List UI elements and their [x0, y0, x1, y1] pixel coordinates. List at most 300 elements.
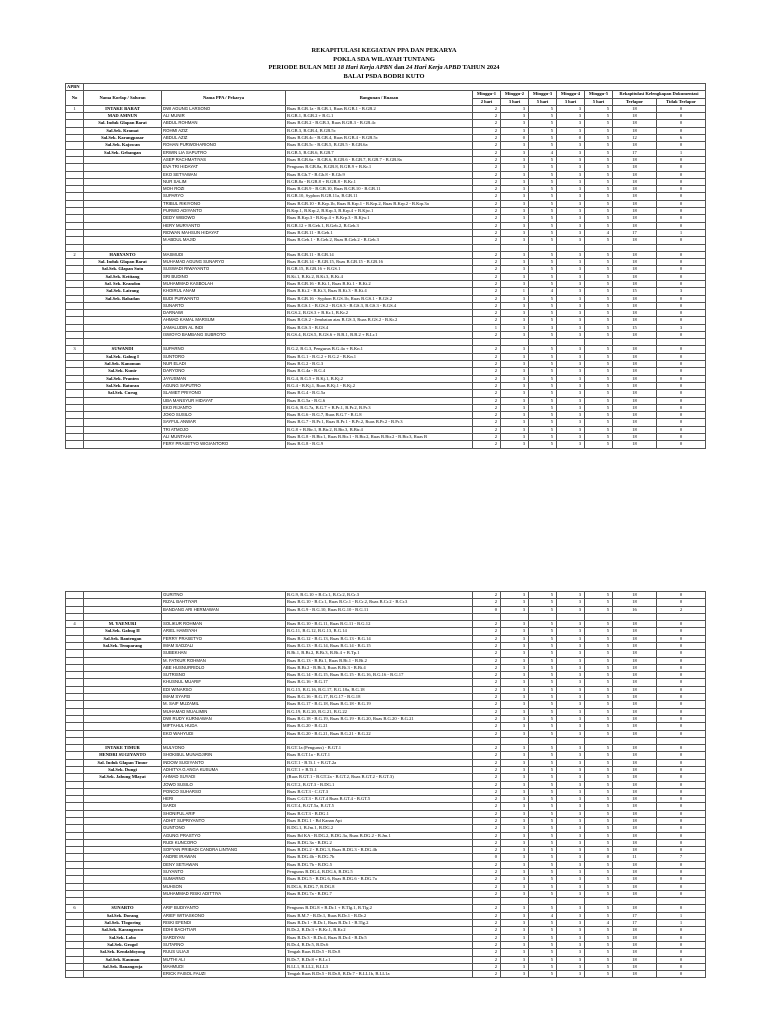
- ruas-cell: Ruas B.G.13 - B.G.14, Ruas B.G.14 - B.G.15: [286, 642, 473, 649]
- week-4-cell: 3: [557, 759, 585, 766]
- week-3-cell: 5: [529, 817, 557, 824]
- terlapor-cell: 18: [613, 390, 657, 397]
- title-line-1: REKAPITULASI KEGIATAN PPA DAN PEKARYA: [311, 47, 457, 54]
- week-5-cell: 5: [585, 781, 613, 788]
- week-5-cell: 5: [585, 650, 613, 657]
- ppa-name-cell: MUHAMMAD KASBOLAH: [162, 280, 286, 287]
- week-5-cell: 5: [585, 621, 613, 628]
- row-number: [66, 142, 84, 149]
- week-2-cell: 3: [501, 273, 529, 280]
- table-row: [66, 280, 706, 287]
- tidak-terlapor-cell: 0: [657, 817, 706, 824]
- week-4-cell: 3: [557, 715, 585, 722]
- tidak-terlapor-cell: 0: [657, 317, 706, 324]
- terlapor-cell: 17: [613, 229, 657, 236]
- week-3-cell: 5: [529, 621, 557, 628]
- spacer-cell: [84, 737, 162, 744]
- ppa-name-cell: SRI BUDINO: [162, 273, 286, 280]
- week-2-cell: 3: [501, 803, 529, 810]
- terlapor-cell: 18: [613, 222, 657, 229]
- ppa-name-cell: HERI: [162, 796, 286, 803]
- week-3-cell: 5: [529, 441, 557, 448]
- week-1-cell: 2: [473, 621, 501, 628]
- ppa-name-cell: NUR ELADI: [162, 361, 286, 368]
- week-3-cell: 5: [529, 715, 557, 722]
- table-row: [66, 434, 706, 441]
- week-1-cell: 2: [473, 113, 501, 120]
- terlapor-cell: 18: [613, 259, 657, 266]
- week-3-cell: 5: [529, 390, 557, 397]
- week-4-cell: 3: [557, 331, 585, 338]
- tidak-terlapor-cell: 0: [657, 883, 706, 890]
- korlap-cell: Sal.Sek. Dungi: [84, 766, 162, 773]
- tidak-terlapor-cell: 0: [657, 280, 706, 287]
- korlap-cell: [84, 890, 162, 897]
- ppa-name-cell: DARNAWI: [162, 310, 286, 317]
- week-5-cell: 5: [585, 273, 613, 280]
- ruas-cell: Ruas B.GB.11 - B.GB.14: [286, 251, 473, 258]
- ppa-name-cell: RISKI EFENDI: [162, 920, 286, 927]
- week-4-cell: 3: [557, 752, 585, 759]
- table-row: [66, 375, 706, 382]
- ppa-name-cell: GURITNO: [162, 592, 286, 599]
- korlap-cell: HARYANTO: [84, 251, 162, 258]
- row-number: [66, 766, 84, 773]
- terlapor-cell: 18: [613, 302, 657, 309]
- week-3-cell: 5: [529, 650, 557, 657]
- week-4-cell: 3: [557, 927, 585, 934]
- ruas-cell: Ruas B.DG.3a - B.DG.2: [286, 839, 473, 846]
- week-3-cell: 5: [529, 346, 557, 353]
- week-3-days: 5 hari: [529, 98, 557, 105]
- week-3-cell: 5: [529, 229, 557, 236]
- ruas-cell: Ruas B.G.16 - B.G.17, B.G.17 - B.G.18: [286, 694, 473, 701]
- week-1-cell: 2: [473, 142, 501, 149]
- ruas-cell: Ruas B.G.1 - B.G.2 + B.G.2 - B.Kn.1: [286, 353, 473, 360]
- week-4-cell: 3: [557, 642, 585, 649]
- week-5-cell: 5: [585, 730, 613, 737]
- terlapor-cell: 18: [613, 280, 657, 287]
- ruas-cell: B.G.15, B.G.16, B.G.17, B.G.18a, B.G.18: [286, 686, 473, 693]
- terlapor-cell: 18: [613, 949, 657, 956]
- table-row: [66, 912, 706, 919]
- korlap-cell: [84, 861, 162, 868]
- table-row: [66, 832, 706, 839]
- korlap-cell: Sal.Sek. Pranten: [84, 375, 162, 382]
- terlapor-cell: 18: [613, 759, 657, 766]
- week-4-cell: 3: [557, 832, 585, 839]
- table-row: [66, 971, 706, 978]
- tidak-terlapor-cell: 0: [657, 215, 706, 222]
- week-2-cell: 3: [501, 331, 529, 338]
- week-2-cell: 3: [501, 120, 529, 127]
- week-5-cell: 5: [585, 361, 613, 368]
- terlapor-header: Terlapor: [613, 98, 657, 105]
- week-1-cell: 2: [473, 796, 501, 803]
- week-1-cell: 2: [473, 847, 501, 854]
- week-4-cell: 3: [557, 628, 585, 635]
- table-row: [66, 592, 706, 599]
- spacer-cell: [162, 339, 286, 346]
- week-3-cell: 5: [529, 642, 557, 649]
- korlap-cell: [84, 164, 162, 171]
- korlap-cell: [84, 788, 162, 795]
- week-1-cell: 2: [473, 752, 501, 759]
- table-row: [66, 817, 706, 824]
- week-1-cell: 2: [473, 694, 501, 701]
- week-2-cell: 3: [501, 715, 529, 722]
- ppa-name-cell: SARDI: [162, 803, 286, 810]
- terlapor-cell: 18: [613, 839, 657, 846]
- ppa-name-cell: IMAM SYAFEI: [162, 694, 286, 701]
- spacer-cell: [501, 613, 529, 620]
- table-row: [66, 390, 706, 397]
- row-number: [66, 861, 84, 868]
- week-1-cell: 2: [473, 302, 501, 309]
- tidak-terlapor-cell: 0: [657, 404, 706, 411]
- ppa-name-cell: ABDUL ROHMAN: [162, 120, 286, 127]
- week-3-cell: 5: [529, 178, 557, 185]
- week-4-cell: 3: [557, 941, 585, 948]
- terlapor-cell: 16: [613, 606, 657, 613]
- korlap-cell: Sal. Induk Glapan Barat: [84, 120, 162, 127]
- week-2-cell: 3: [501, 156, 529, 163]
- week-1-cell: 2: [473, 353, 501, 360]
- ruas-cell: Ruas B.DG.1 - Bd Kanan Api: [286, 817, 473, 824]
- spacer-cell: [613, 339, 657, 346]
- row-number: 3: [66, 346, 84, 353]
- table-row: [66, 113, 706, 120]
- row-number: [66, 854, 84, 861]
- week-1-cell: 2: [473, 149, 501, 156]
- week-5-cell: 5: [585, 963, 613, 970]
- ruas-cell: B.GT.1 - B.Ti.1 + B.GT.2a: [286, 759, 473, 766]
- week-4-cell: 3: [557, 434, 585, 441]
- spacer-cell: [162, 613, 286, 620]
- korlap-cell: [84, 781, 162, 788]
- week-3-cell: 5: [529, 186, 557, 193]
- week-3-cell: 5: [529, 890, 557, 897]
- korlap-cell: [84, 592, 162, 599]
- week-1-cell: 2: [473, 295, 501, 302]
- terlapor-cell: 18: [613, 317, 657, 324]
- ruas-cell: Ruas B.Bt.2 - B.Bt.3, Ruas B.Bt.3 - B.Bt.4: [286, 664, 473, 671]
- spacer-cell: [657, 244, 706, 251]
- row-number: [66, 956, 84, 963]
- ruas-cell: Ruas B.G.13 - B.Bt.1, Ruas B.Bt.1 - B.Bt.2: [286, 657, 473, 664]
- row-number: [66, 701, 84, 708]
- week-5-cell: 5: [585, 803, 613, 810]
- week-1-cell: 2: [473, 237, 501, 244]
- spacer-cell: [613, 898, 657, 905]
- korlap-cell: [84, 208, 162, 215]
- terlapor-cell: 17: [613, 912, 657, 919]
- week-5-cell: 5: [585, 317, 613, 324]
- row-number: [66, 375, 84, 382]
- spacer-cell: [529, 339, 557, 346]
- table-row: [66, 847, 706, 854]
- ruas-cell: B.GS.4, B.GS.5, B.GS.6 + B.B.1, B.B.2 + B.Lr.1: [286, 331, 473, 338]
- ppa-name-cell: ABDUL AZIZ: [162, 135, 286, 142]
- week-3-cell: 5: [529, 956, 557, 963]
- table-row: [66, 606, 706, 613]
- tidak-terlapor-cell: 0: [657, 390, 706, 397]
- terlapor-cell: 18: [613, 237, 657, 244]
- week-2-cell: 3: [501, 635, 529, 642]
- week-5-cell: 5: [585, 592, 613, 599]
- tidak-terlapor-cell: 0: [657, 745, 706, 752]
- table-row: [66, 723, 706, 730]
- table-row: [66, 127, 706, 134]
- ppa-name-cell: EKO WAHYUDI: [162, 730, 286, 737]
- row-number: [66, 361, 84, 368]
- ruas-cell: Ruas B.G.7 - B.Pr.1, Ruas B.Pr.1 - B.Pr.2, Ruas B.Pr.2 - B.Pr.3: [286, 419, 473, 426]
- week-5-cell: 5: [585, 664, 613, 671]
- week-5-cell: 5: [585, 723, 613, 730]
- korlap-cell: [84, 441, 162, 448]
- ruas-cell: Ruas B.GT.1a - B.GT.1: [286, 752, 473, 759]
- korlap-cell: Sal.Sek. Kendaldoyong: [84, 949, 162, 956]
- ppa-header: Nama PPA / Pekarya: [162, 91, 286, 106]
- week-2-cell: 3: [501, 657, 529, 664]
- row-number: [66, 825, 84, 832]
- week-2-cell: 3: [501, 127, 529, 134]
- table-row: [66, 803, 706, 810]
- week-5-cell: 5: [585, 156, 613, 163]
- week-5-cell: 5: [585, 956, 613, 963]
- terlapor-cell: 18: [613, 375, 657, 382]
- week-5-cell: 5: [585, 839, 613, 846]
- table-row: [66, 781, 706, 788]
- week-2-cell: 1: [501, 288, 529, 295]
- korlap-cell: [84, 672, 162, 679]
- week-2-cell: 3: [501, 890, 529, 897]
- ppa-name-cell: SHOKIBUL MUNADJIRIN: [162, 752, 286, 759]
- table-row: [66, 208, 706, 215]
- week-2-cell: 3: [501, 266, 529, 273]
- week-4-cell: 3: [557, 664, 585, 671]
- korlap-cell: Sal.Sek. Gebangan: [84, 149, 162, 156]
- tidak-terlapor-cell: 0: [657, 171, 706, 178]
- ruas-cell: B.Bt.1, B.Bt.2, B.Bt.3, B.Bt.4 + B.Tp.1: [286, 650, 473, 657]
- tidak-terlapor-cell: 7: [657, 854, 706, 861]
- week-4-cell: 3: [557, 441, 585, 448]
- row-number: [66, 752, 84, 759]
- row-number: [66, 208, 84, 215]
- table-row: [66, 854, 706, 861]
- ppa-name-cell: FERY PRASETYO WIGIANTORO: [162, 441, 286, 448]
- ruas-cell: Ruas B.GB.5c - B.GB.5, B.GB.5 - B.GB.6a: [286, 142, 473, 149]
- ppa-name-cell: SARDIYAN: [162, 934, 286, 941]
- row-number: [66, 302, 84, 309]
- week-2-cell: 3: [501, 912, 529, 919]
- table-row: [66, 963, 706, 970]
- week-3-cell: 5: [529, 920, 557, 927]
- week-4-cell: 3: [557, 390, 585, 397]
- row-number: [66, 810, 84, 817]
- week-2-cell: 3: [501, 752, 529, 759]
- week-5-cell: 5: [585, 142, 613, 149]
- ppa-name-cell: ANDRE IRAWAN: [162, 854, 286, 861]
- week-2-cell: 3: [501, 353, 529, 360]
- table-row: [66, 788, 706, 795]
- week-2-cell: 3: [501, 810, 529, 817]
- week-3-cell: 5: [529, 803, 557, 810]
- week-4-cell: 3: [557, 404, 585, 411]
- week-4-header: Minggu-4: [557, 91, 585, 98]
- tidak-terlapor-cell: 6: [657, 135, 706, 142]
- ruas-cell: Ruas B.G.4a - B.G.4: [286, 368, 473, 375]
- week-4-cell: 3: [557, 956, 585, 963]
- row-number: [66, 280, 84, 287]
- korlap-header: Nama Korlap / Saluran: [84, 91, 162, 106]
- week-1-cell: 2: [473, 186, 501, 193]
- tidak-terlapor-cell: 0: [657, 628, 706, 635]
- ppa-name-cell: INDOW SUGIYANTO: [162, 759, 286, 766]
- tidak-terlapor-cell: 0: [657, 208, 706, 215]
- week-2-cell: 3: [501, 208, 529, 215]
- week-3-cell: 5: [529, 215, 557, 222]
- ppa-name-cell: SHONIFUL ARIF: [162, 810, 286, 817]
- ppa-name-cell: MUHAMAD AGUNG SUNARYO: [162, 259, 286, 266]
- week-3-cell: 5: [529, 963, 557, 970]
- terlapor-cell: 18: [613, 397, 657, 404]
- week-1-cell: 2: [473, 208, 501, 215]
- week-5-cell: 5: [585, 368, 613, 375]
- korlap-cell: [84, 730, 162, 737]
- korlap-cell: HENDRI SUGIYANTO: [84, 752, 162, 759]
- tidak-terlapor-cell: 0: [657, 642, 706, 649]
- ppa-name-cell: SUPARNO: [162, 346, 286, 353]
- tidak-terlapor-cell: 0: [657, 686, 706, 693]
- ruas-cell: Ruas B.G.4 - B.G.5a: [286, 390, 473, 397]
- terlapor-cell: 18: [613, 694, 657, 701]
- ruas-cell: B.DG.1, B.Jm.1, B.DG.2: [286, 825, 473, 832]
- week-4-cell: 3: [557, 934, 585, 941]
- week-1-cell: 2: [473, 839, 501, 846]
- terlapor-cell: 18: [613, 186, 657, 193]
- row-number: [66, 971, 84, 978]
- week-1-cell: 0: [473, 854, 501, 861]
- terlapor-cell: 18: [613, 592, 657, 599]
- ruas-cell: Ruas B.G.12 - B.G.13, Ruas B.G.13 - B.G.14: [286, 635, 473, 642]
- ruas-cell: Ruas B.G.20 - B.G.21, Ruas B.G.21 - B.G.22: [286, 730, 473, 737]
- korlap-cell: [84, 876, 162, 883]
- spacer-cell: [585, 244, 613, 251]
- terlapor-cell: 18: [613, 934, 657, 941]
- week-1-cell: 2: [473, 222, 501, 229]
- week-1-cell: 2: [473, 215, 501, 222]
- ppa-name-cell: AGUNG SAPUTRO: [162, 382, 286, 389]
- row-number: [66, 193, 84, 200]
- table-row: [66, 650, 706, 657]
- week-4-cell: 3: [557, 302, 585, 309]
- week-5-cell: 4: [585, 229, 613, 236]
- week-2-cell: 3: [501, 781, 529, 788]
- week-3-cell: 5: [529, 208, 557, 215]
- ruas-cell: B.GB.10, Syphon B.GB.11a, B.GB.11: [286, 193, 473, 200]
- week-5-cell: 5: [585, 113, 613, 120]
- week-3-cell: 5: [529, 847, 557, 854]
- ruas-cell: Tengah Ruas B.Dr.5 - B.Dr.8, B.Dr.7 - B.LL1b, B.LL1a: [286, 971, 473, 978]
- week-5-cell: 5: [585, 164, 613, 171]
- terlapor-cell: 18: [613, 810, 657, 817]
- week-1-cell: 2: [473, 361, 501, 368]
- ppa-name-cell: IMAM SADZALI: [162, 642, 286, 649]
- table-row: [66, 288, 706, 295]
- terlapor-cell: 18: [613, 890, 657, 897]
- week-1-cell: 2: [473, 657, 501, 664]
- korlap-cell: [84, 397, 162, 404]
- spacer-cell: [585, 737, 613, 744]
- terlapor-cell: 18: [613, 971, 657, 978]
- spacer-cell: [286, 244, 473, 251]
- week-5-cell: 5: [585, 635, 613, 642]
- week-4-cell: 3: [557, 164, 585, 171]
- ppa-name-cell: JAYUSMAN: [162, 375, 286, 382]
- week-3-cell: 5: [529, 302, 557, 309]
- table-row: [66, 251, 706, 258]
- row-number: [66, 156, 84, 163]
- tidak-terlapor-cell: 0: [657, 251, 706, 258]
- ppa-name-cell: SUBEKHAN: [162, 650, 286, 657]
- spacer-row: [66, 737, 706, 744]
- table-row: [66, 635, 706, 642]
- ruas-cell: B.Dr.4, B.Dr.5, B.Dr.6: [286, 941, 473, 948]
- spacer-cell: [286, 898, 473, 905]
- terlapor-cell: 18: [613, 215, 657, 222]
- title-line-3: PERIODE BULAN MEI 18 Hari Kerja APBN dan 24 Hari Kerja APBD TAHUN 2024: [268, 64, 500, 71]
- week-2-cell: 3: [501, 708, 529, 715]
- ppa-name-cell: ROHAN PURWOHARIONO: [162, 142, 286, 149]
- week-3-cell: 5: [529, 382, 557, 389]
- tidak-terlapor-cell: 0: [657, 426, 706, 433]
- tidak-terlapor-cell: 0: [657, 927, 706, 934]
- row-number: [66, 113, 84, 120]
- week-1-cell: 2: [473, 193, 501, 200]
- terlapor-cell: 18: [613, 171, 657, 178]
- week-3-cell: 5: [529, 708, 557, 715]
- week-1-cell: 2: [473, 774, 501, 781]
- spacer-cell: [162, 244, 286, 251]
- week-3-cell: 5: [529, 142, 557, 149]
- week-2-cell: 3: [501, 788, 529, 795]
- spacer-cell: [529, 613, 557, 620]
- spacer-cell: [84, 613, 162, 620]
- week-1-cell: 2: [473, 927, 501, 934]
- week-4-cell: 3: [557, 883, 585, 890]
- table-row: [66, 368, 706, 375]
- tidak-terlapor-cell: 3: [657, 288, 706, 295]
- week-1-cell: 2: [473, 810, 501, 817]
- ppa-name-cell: BANDANG ARI HERMAWAN: [162, 606, 286, 613]
- row-number: 6: [66, 905, 84, 912]
- ppa-name-cell: ARIF BUDIYANTO: [162, 905, 286, 912]
- week-1-cell: 2: [473, 628, 501, 635]
- week-5-cell: 5: [585, 766, 613, 773]
- ruas-cell: Ruas B.DG.2 - B.DG.3, Ruas B.DG.3 - B.DG.4b: [286, 847, 473, 854]
- ppa-name-cell: AGUNG PRASTYO: [162, 832, 286, 839]
- week-4-cell: 3: [557, 208, 585, 215]
- ruas-cell: B.GT.1 + B.Ti.1: [286, 766, 473, 773]
- week-3-cell: 5: [529, 825, 557, 832]
- tidak-terlapor-cell: 2: [657, 606, 706, 613]
- week-2-cell: 3: [501, 200, 529, 207]
- week-4-cell: 3: [557, 419, 585, 426]
- ruas-cell: B.GT.4, B.GT.5a, B.GT.5: [286, 803, 473, 810]
- week-1-cell: 2: [473, 679, 501, 686]
- week-2-cell: 3: [501, 650, 529, 657]
